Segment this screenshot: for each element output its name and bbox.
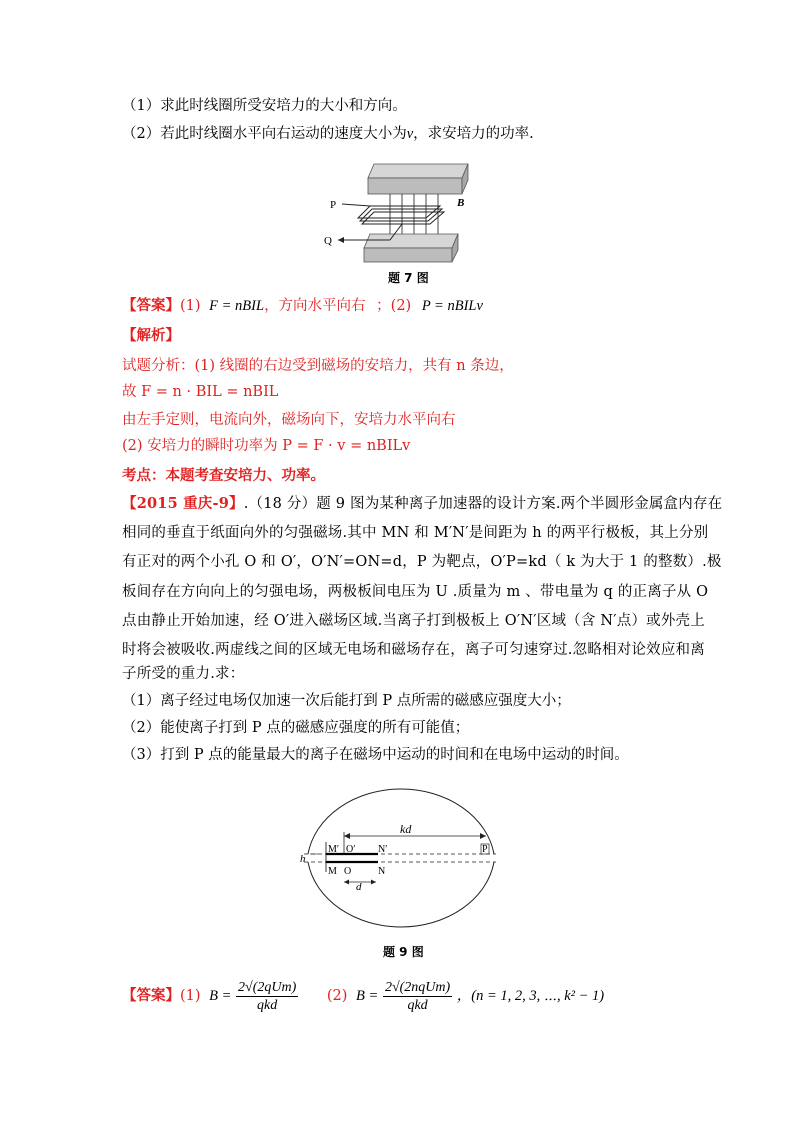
fig9-caption: 题 9 图: [383, 945, 424, 959]
fig9-label-d: d: [356, 881, 362, 893]
p9-answer-part1-lhs: B =: [209, 988, 232, 1004]
p7-q2-pre: （2）若此时线圈水平向右运动的速度大小为: [122, 126, 407, 142]
p7-answer-part2-num: (2): [390, 298, 412, 314]
p9-answer-tag: 【答案】: [122, 987, 180, 1004]
fig9-label-h: h: [300, 853, 306, 865]
fig9-label-p: P: [482, 844, 488, 855]
p7-analysis-tag: 【解析】: [122, 327, 180, 344]
p7-analysis-line-4: (2) 安培力的瞬时功率为 P = F · v = nBILv: [122, 438, 411, 454]
p9-answer-part2-condition: ，(n = 1, 2, 3, ⋯, k² − 1): [456, 988, 605, 1004]
p7-question-1: （1）求此时线圈所受安培力的大小和方向。: [122, 98, 407, 114]
fig9-label-m: M: [328, 866, 337, 877]
p9-question-1: （1）离子经过电场仅加速一次后能打到 P 点所需的磁感应强度大小；: [122, 693, 571, 709]
p9-question-3: （3）打到 P 点的能量最大的离子在磁场中运动的时间和在电场中运动的时间。: [122, 747, 629, 763]
p9-line-6: 时将会被吸收.两虚线之间的区域无电场和磁场存在，离子可匀速穿过.忽略相对论效应和离: [122, 642, 705, 658]
p9-answer-part1-fraction: [236, 979, 298, 1014]
p9-line-2: 相同的垂直于纸面向外的匀强磁场.其中 MN 和 M′N′是间距为 h 的两平行极板，其上分别: [122, 525, 709, 541]
p7-question-2: [122, 124, 534, 144]
p9-line-4: 板间存在方向向上的匀强电场，两极板间电压为 U .质量为 m 、带电量为 q 的正离子从 O: [122, 584, 709, 600]
p9-answer-part1-denominator: qkd: [257, 997, 278, 1013]
fig7-label-q: Q: [324, 235, 332, 247]
figure-9: [296, 776, 506, 966]
fig9-label-n: N: [378, 866, 386, 877]
p7-analysis-line-3: 由左手定则，电流向外，磁场向下，安培力水平向右: [122, 412, 456, 428]
p9-line-7: 子所受的重力.求：: [122, 666, 245, 682]
p7-q2-var: v: [406, 126, 414, 142]
p9-answer-part1-num: (1): [180, 988, 201, 1004]
p7-answer-sep: ；: [376, 298, 391, 314]
p7-answer-part2-formula: P = nBILv: [421, 298, 483, 314]
p7-analysis-line-1: 试题分析：(1) 线圈的右边受到磁场的安培力，共有 n 条边，: [122, 358, 514, 374]
p9-answer-part2-numerator: 2√(2nqUm): [384, 979, 451, 995]
p7-answer-part1-formula: F = nBIL: [209, 298, 265, 314]
p7-kaodian: 考点：本题考查安培力、功率。: [122, 467, 325, 484]
figure-7: [324, 158, 480, 288]
p9-answer-part2-denominator: qkd: [407, 997, 428, 1013]
p9-question-2: （2）能使离子打到 P 点的磁感应强度的所有可能值；: [122, 720, 470, 736]
p9-text-0: .（18 分）题 9 图为某种离子加速器的设计方案.两个半圆形金属盒内存在: [243, 496, 723, 512]
p9-line-1: [122, 494, 722, 514]
fig9-label-o: O: [344, 866, 352, 877]
fig7-label-p: P: [330, 199, 337, 211]
p9-line-5: 点由静止开始加速，经 O′进入磁场区域.当离子打到极板上 O′N′区域（含 N′点）或外壳上: [122, 613, 705, 629]
p7-answer: [122, 296, 483, 316]
fig9-label-o-prime: O′: [346, 844, 356, 855]
p7-answer-part1-text: ，方向水平向右: [264, 298, 366, 314]
p7-answer-part1-num: (1): [180, 298, 201, 314]
fig7-caption: 题 7 图: [388, 271, 429, 285]
p9-answer-part2-fraction: [383, 979, 452, 1014]
fig7-label-b: B: [457, 197, 465, 209]
p7-analysis-line-2: 故 F = n · BIL = nBIL: [122, 384, 279, 400]
p9-tag: 【2015 重庆-9】: [122, 495, 244, 512]
p9-line-3: 有正对的两个小孔 O 和 O′，O′N′=ON=d，P 为靶点，O′P=kd（ k 为大于 1 的整数）.极: [122, 554, 722, 570]
fig9-label-n-prime: N′: [378, 844, 388, 855]
p9-answer-part2-num: (2): [326, 988, 348, 1004]
p7-q2-post: ，求安培力的功率.: [413, 126, 534, 142]
fig9-label-kd: kd: [400, 822, 412, 836]
fig9-label-m-prime: M′: [328, 844, 340, 855]
p9-answer-part2-lhs: B =: [356, 988, 379, 1004]
p7-answer-tag: 【答案】: [122, 297, 180, 314]
p9-answer-part1-numerator: 2√(2qUm): [238, 979, 297, 995]
p9-answer: [122, 976, 604, 1016]
